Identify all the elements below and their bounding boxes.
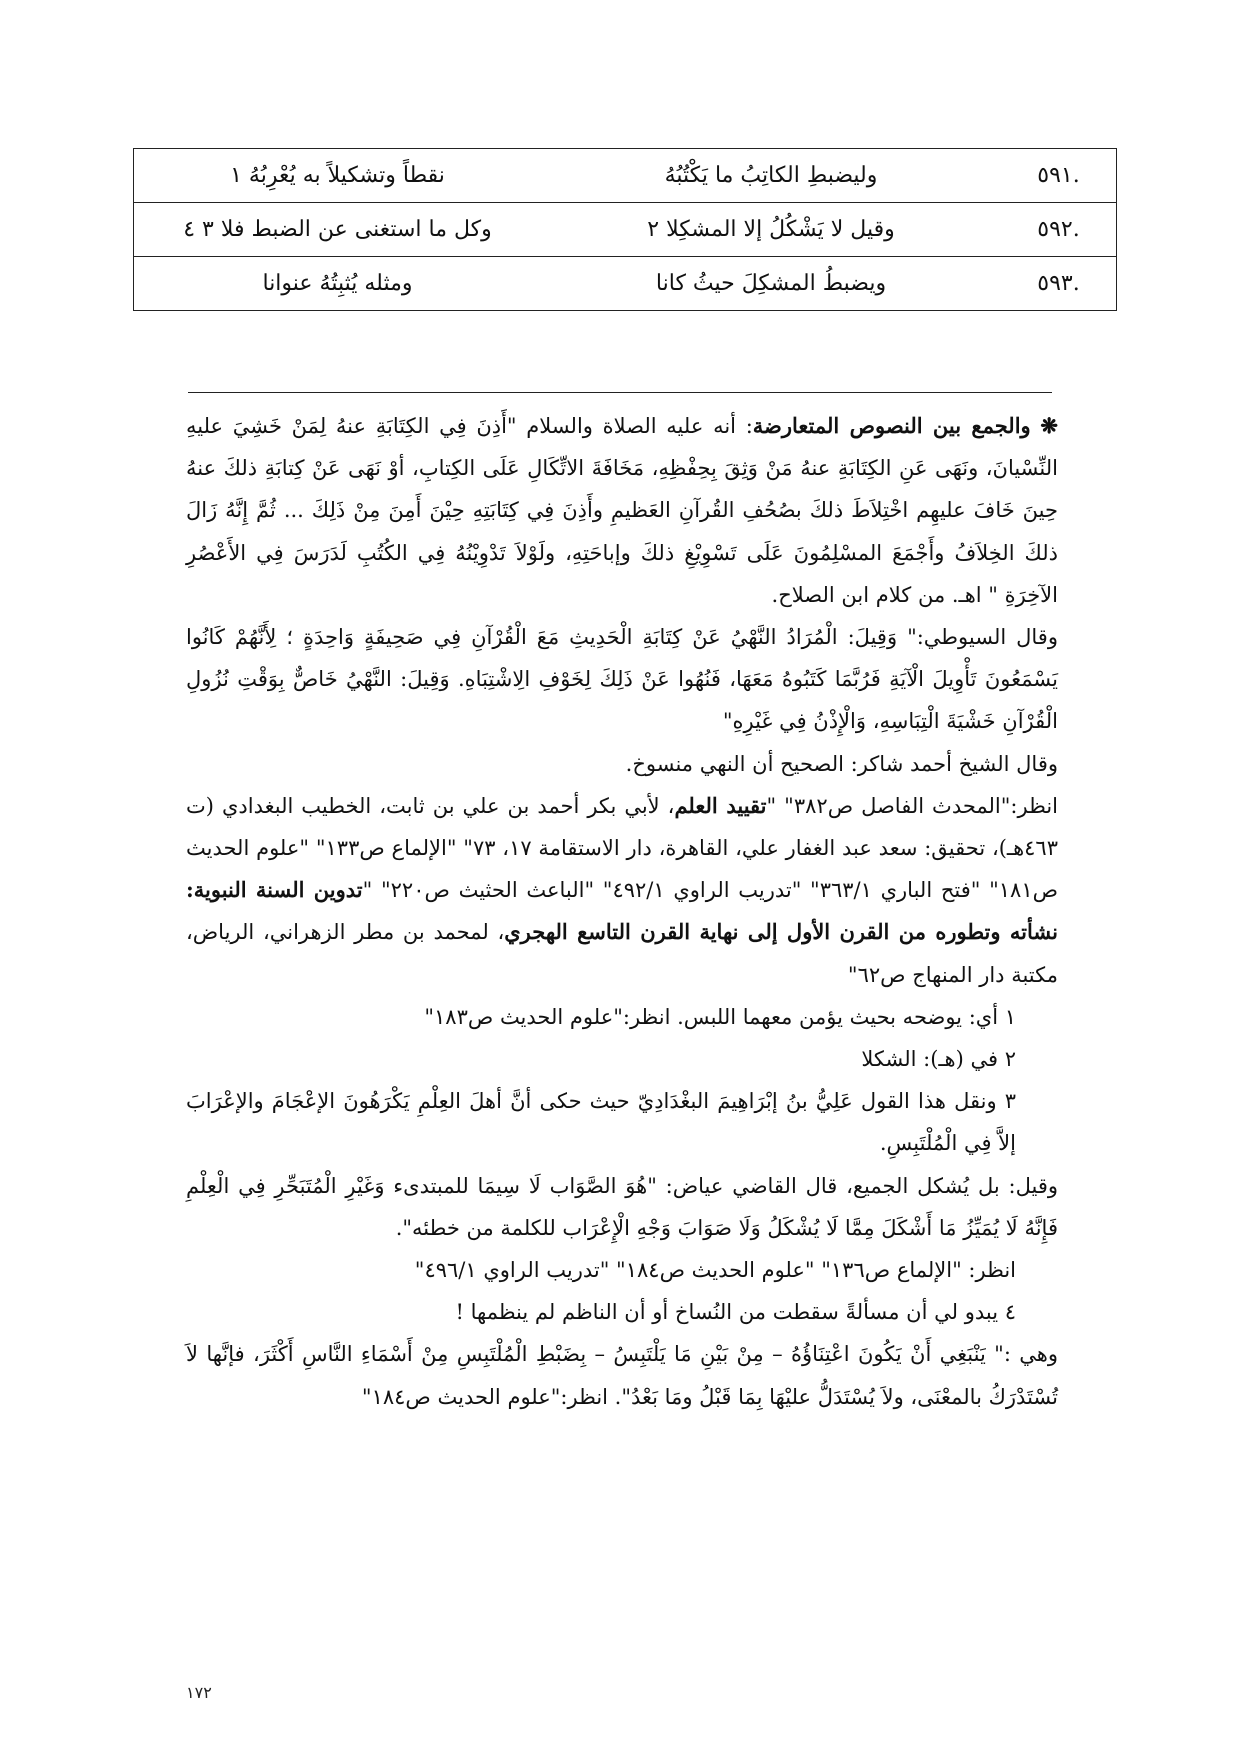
footnote-1: ١ أي: يوضحه بحيث يؤمن معهما اللبس. انظر:"علوم الحديث ص١٨٣" <box>424 1004 1016 1029</box>
verse-number: .٥٩٢ <box>1001 203 1117 257</box>
note-paragraph <box>186 785 1058 996</box>
verse-table <box>133 148 1117 311</box>
verse-second-hemistich: نقطاً وتشكيلاً به يُعْرِبُهُ ١ <box>134 149 542 203</box>
note-paragraph: وقال الشيخ أحمد شاكر: الصحيح أن النهي منسوخ. <box>625 751 1058 776</box>
note-text: : أنه عليه الصلاة والسلام "أَذِنَ فِي الكِتَابَةِ عنهُ لِمَنْ خَشِيَ عليهِ النِّسْيانَ، ونَهَى عَنِ الكِتَابَةِ عنهُ مَنْ وَثِقَ بِحِفْظِهِ، مَخَافَةَ الاتِّكَالِ عَلَى الكِتابِ، أوْ نَهَى عَنْ كِتابَةِ ذلكَ عنهُ حِينَ خَافَ عليهِم اخْتِلاَطَ ذلكَ بصُحُفِ القُرآنِ العَظيمِ وأَذِنَ فِي كِتَابَتِهِ حِيْنَ أَمِنَ مِنْ ذَلِكَ ... ثُمَّ إِنَّهُ زَالَ ذلكَ الخِلاَفُ وأَجْمَعَ المسْلِمُونَ عَلَى تَسْوِيْغِ ذلكَ وإباحَتِهِ، ولَوْلاَ تَدْوِيْنُهُ فِي الكُتُبِ لَدَرَسَ فِي الأَعْصُرِ الآخِرَةِ " اهـ. من كلام ابن الصلاح. <box>186 414 1058 607</box>
page-number: ١٧٢ <box>186 1683 212 1702</box>
note-paragraph: وقال السيوطي:" وَقِيلَ: الْمُرَادُ النَّهْيُ عَنْ كِتَابَةِ الْحَدِيثِ مَعَ الْقُرْآنِ فِي صَحِيفَةٍ وَاحِدَةٍ ؛ لِأَنَّهُمْ كَانُوا يَسْمَعُونَ تَأْوِيلَ الْآيَةِ فَرُبَّمَا كَتَبُوهُ مَعَهَا، فَنُهُوا عَنْ ذَلِكَ لِخَوْفِ الِاشْتِبَاهِ. وَقِيلَ: النَّهْيُ خَاصٌّ بِوَقْتِ نُزُولِ الْقُرْآنِ خَشْيَةَ الْتِبَاسِهِ، وَالْإِذْنُ فِي غَيْرِهِ" <box>186 625 1058 734</box>
note-paragraph: انظر: "الإلماع ص١٣٦" "علوم الحديث ص١٨٤" "تدريب الراوي ٤٩٦/١" <box>414 1258 1016 1283</box>
footnote-divider <box>188 392 1052 393</box>
asterism-icon: ❋ <box>1040 413 1058 438</box>
verse-second-hemistich: وكل ما استغنى عن الضبط فلا ٣ ٤ <box>134 203 542 257</box>
reference-text: ، لأبي بكر أحمد بن علي بن ثابت، الخطيب البغدادي (ت ٤٦٣هـ)، تحقيق: سعد عبد الغفار علي، القاهرة، دار الاستقامة ١٧، ٧٣" "الإلماع ص١٣٣" "علوم الحديث ص١٨١" "فتح الباري ٣٦٣/١" "تدريب الراوي ٤٩٢/١" "الباعث الحثيث ص٢٢٠" " <box>186 793 1058 903</box>
footnotes <box>186 405 1058 1418</box>
footnote-3: ٣ ونقل هذا القول عَلِيُّ بنُ إبْرَاهِيمَ البغْدَادِيّ حيث حكى أنَّ أهلَ العِلْمِ يَكْرَهُونَ الإعْجَامَ والإعْرَابَ إلاَّ فِي الْمُلْتَبِسِ. <box>186 1089 1016 1156</box>
note-heading: والجمع بين النصوص المتعارضة <box>752 413 1031 438</box>
verse-second-hemistich: ومثله يُثبِتُهُ عنوانا <box>134 257 542 311</box>
verse-row <box>134 203 1117 257</box>
book-title: تقييد العلم <box>674 792 767 818</box>
verse-row <box>134 257 1117 311</box>
verse-first-hemistich: وقيل لا يَشْكُلُ إلا المشكِلا ٢ <box>541 203 1001 257</box>
note-paragraph <box>186 405 1058 616</box>
verse-number: .٥٩٣ <box>1001 257 1117 311</box>
book-title: تدوين السنة النبوية: نشأته وتطوره من القرن الأول إلى نهاية القرن التاسع الهجري <box>186 877 1058 945</box>
footnote-2: ٢ في (هـ): الشكلا <box>861 1047 1016 1072</box>
verse-row <box>134 149 1117 203</box>
reference-text: ، لمحمد بن مطر الزهراني، الرياض، مكتبة دار المنهاج ص٦٢" <box>186 920 1058 987</box>
note-paragraph: وقيل: بل يُشكل الجميع، قال القاضي عياض: "هُوَ الصَّوَاب لَا سِيمَا للمبتدىء وَغَيْرِ الْمُتَبَحِّرِ فِي الْعِلْمِ فَإِنَّهُ لَا يُمَيِّزُ مَا أَشْكَلَ مِمَّا لَا يُشْكَلُ وَلَا صَوَابَ وَجْهِ الْإِعْرَاب للكلمة من خطئه". <box>186 1173 1058 1240</box>
verse-first-hemistich: ويضبطُ المشكِلَ حيثُ كانا <box>541 257 1001 311</box>
reference-text: انظر:"المحدث الفاصل ص٣٨٢" " <box>766 793 1058 818</box>
verse-first-hemistich: وليضبطِ الكاتِبُ ما يَكْتُبُهُ <box>541 149 1001 203</box>
footnote-4: ٤ يبدو لي أن مسألةً سقطت من النُساخ أو أن الناظم لم ينظمها ! <box>455 1300 1016 1325</box>
verse-number: .٥٩١ <box>1001 149 1117 203</box>
note-paragraph: وهي :" يَنْبَغِي أَنْ يَكُونَ اعْتِنَاؤُهُ – مِنْ بَيْنِ مَا يَلْتَبِسُ – بِضَبْطِ الْمُلْتَبِسِ مِنْ أَسْمَاءِ النَّاسِ أَكْثَرَ، فإنَّها لاَ تُسْتَدْرَكُ بالمعْنَى، ولاَ يُسْتَدَلُّ عليْهَا بِمَا قَبْلُ ومَا بَعْدُ". انظر:"علوم الحديث ص١٨٤" <box>186 1342 1058 1409</box>
